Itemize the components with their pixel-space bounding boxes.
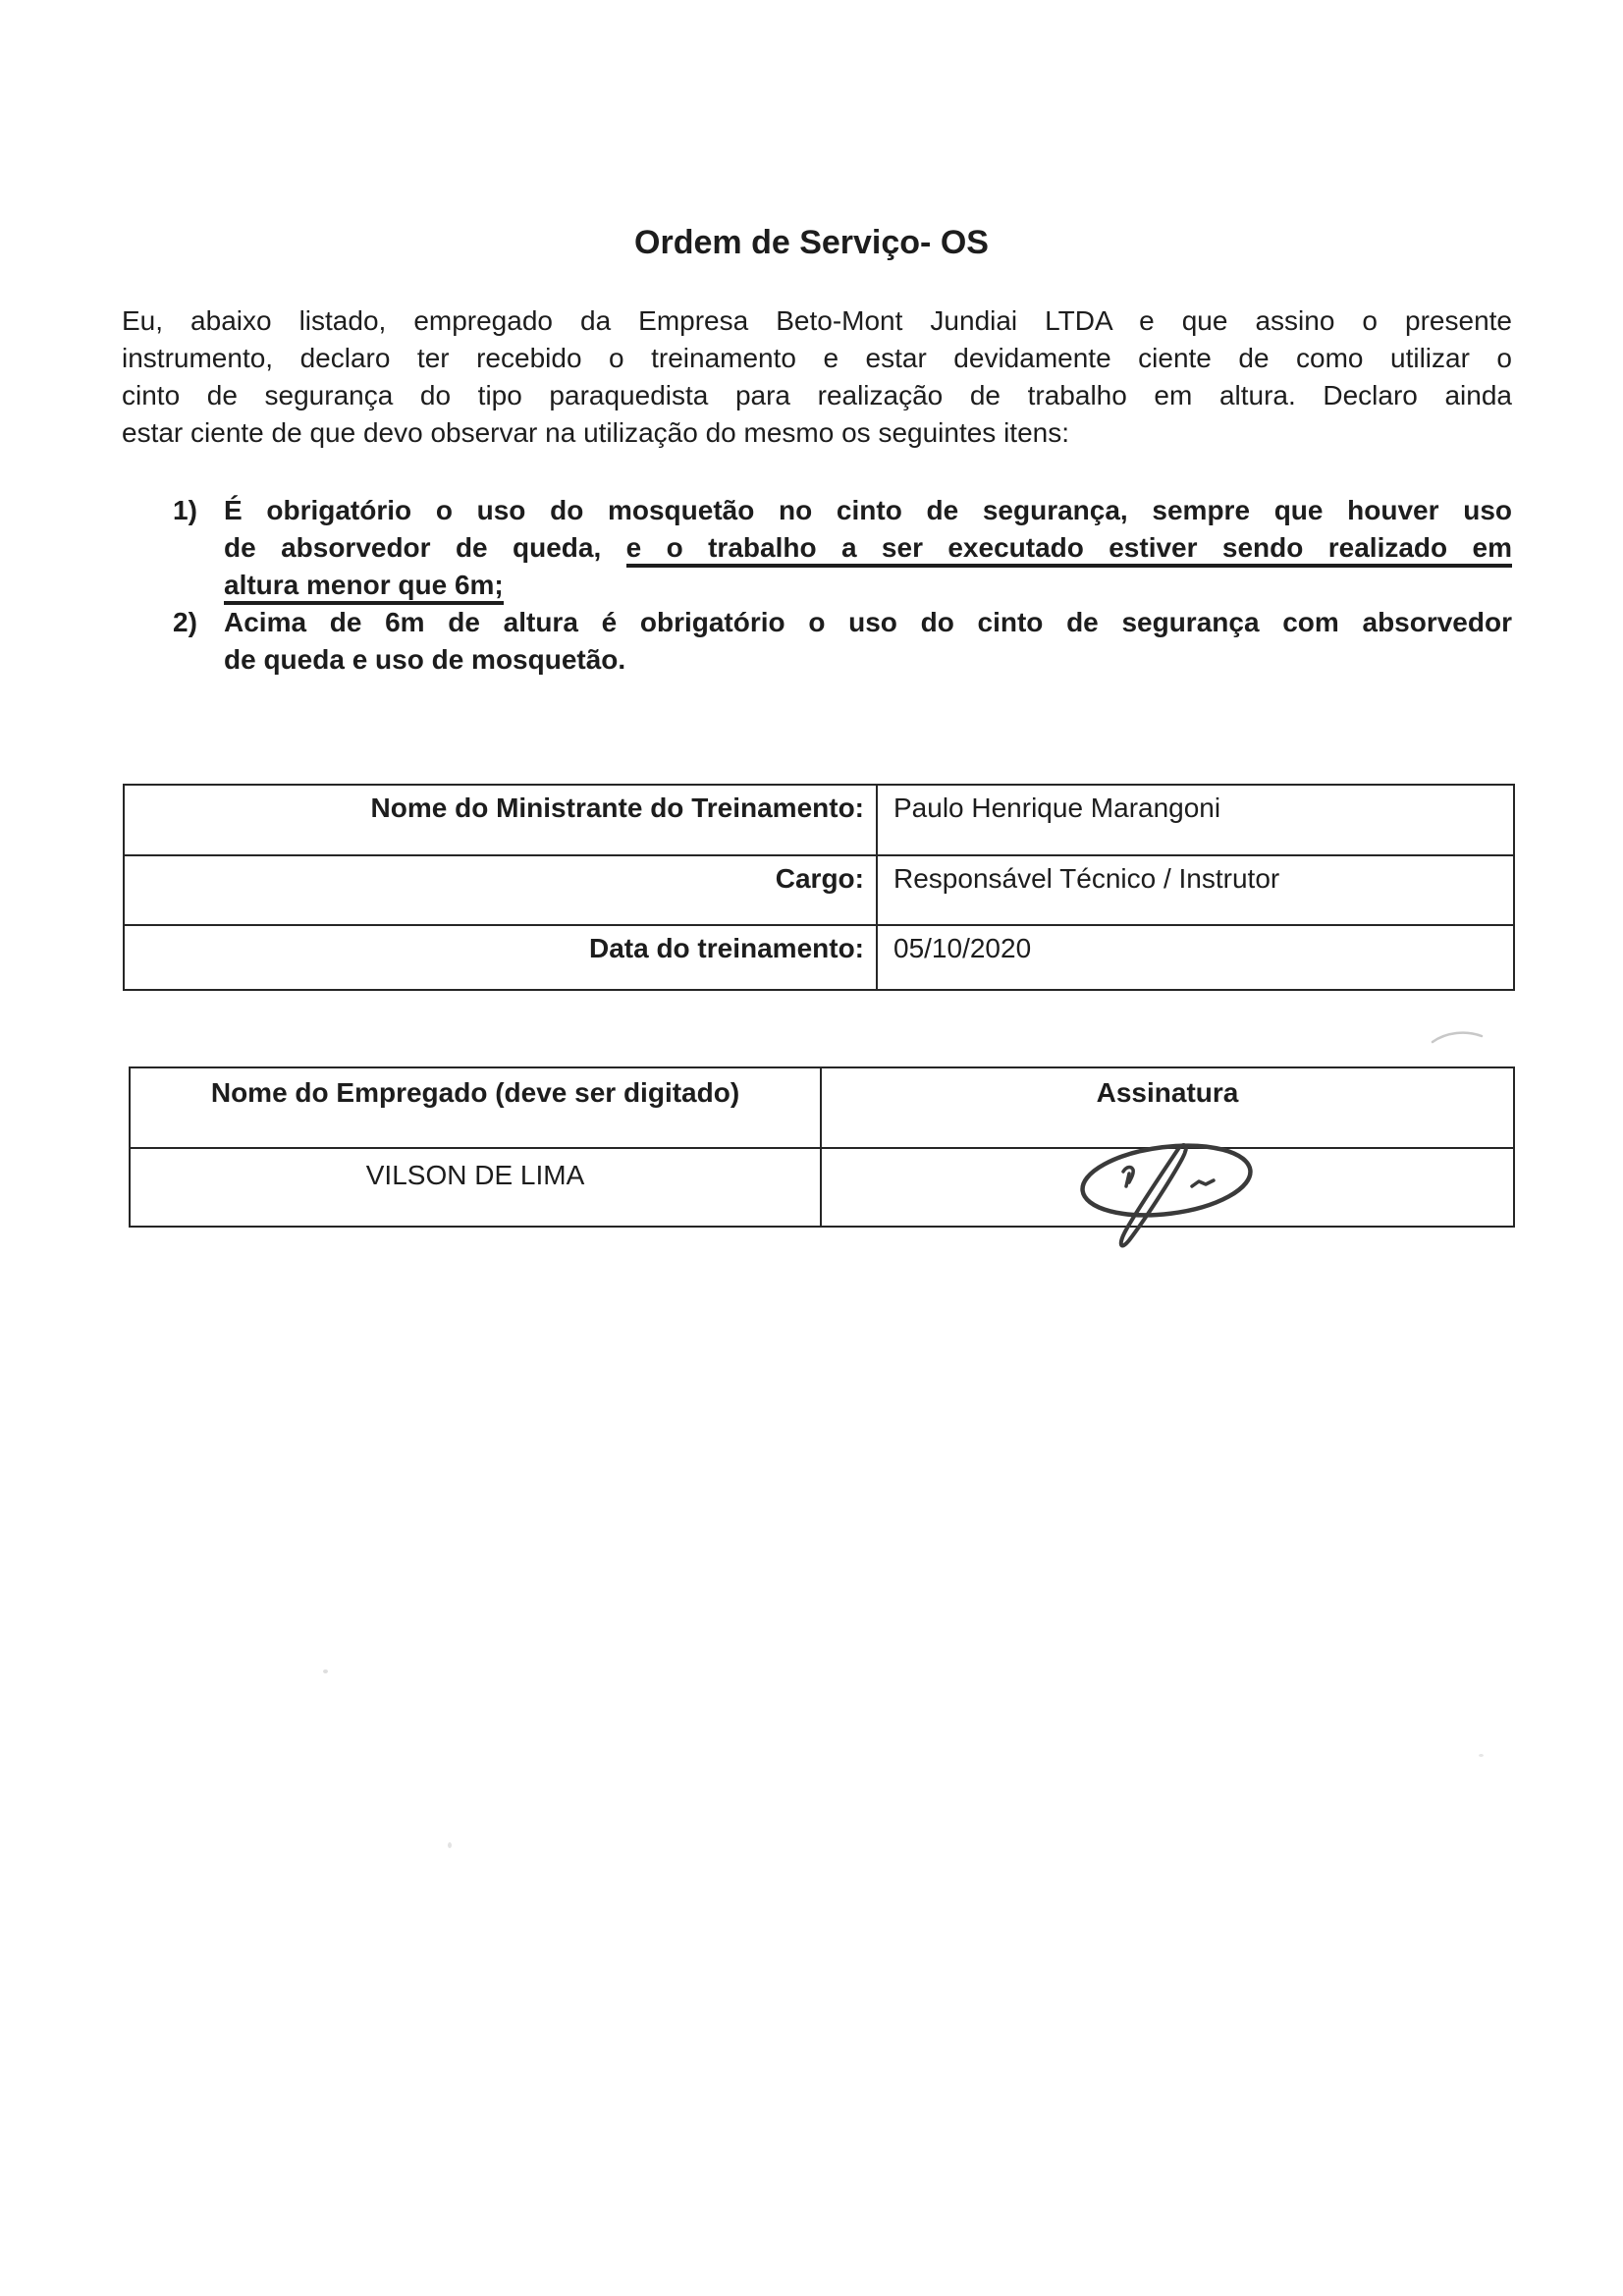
list-item-number: 2) xyxy=(173,607,197,637)
trainer-table xyxy=(123,784,1515,991)
list-item xyxy=(173,604,1512,679)
column-header-name: Nome do Empregado (deve ser digitado) xyxy=(210,1077,740,1108)
scan-artifact-mark xyxy=(1429,1027,1488,1047)
row-value: Responsável Técnico / Instrutor xyxy=(876,854,1513,924)
row-label: Nome do Ministrante do Treinamento: xyxy=(370,793,864,823)
underlined-text: altura menor que 6m; xyxy=(224,570,504,605)
list-item-number: 1) xyxy=(173,495,197,525)
scan-speck xyxy=(1479,1754,1484,1757)
list-item xyxy=(173,492,1512,604)
employee-name-cell: VILSON DE LIMA xyxy=(131,1147,820,1226)
list-line xyxy=(224,567,1512,604)
signature-mark-right xyxy=(1192,1180,1214,1186)
scan-speck xyxy=(448,1842,452,1848)
signature-scribble xyxy=(1021,1110,1316,1316)
row-label: Cargo: xyxy=(125,854,876,924)
intro-paragraph xyxy=(122,302,1512,452)
underlined-text: e o trabalho a ser executado estiver sendo realizado em xyxy=(626,532,1512,568)
row-value: Paulo Henrique Marangoni xyxy=(876,786,1513,854)
row-value: 05/10/2020 xyxy=(876,924,1513,989)
paragraph-line: estar ciente de que devo observar na utilização do mesmo os seguintes itens: xyxy=(122,417,1070,448)
signature-mark-left xyxy=(1123,1168,1133,1186)
paragraph-line: instrumento, declaro ter recebido o treinamento e estar devidamente ciente de como utilizar o xyxy=(122,343,1512,373)
list-line: Acima de 6m de altura é obrigatório o uso do cinto de segurança com absorvedor xyxy=(224,607,1512,637)
paragraph-line: Eu, abaixo listado, empregado da Empresa Beto-Mont Jundiai LTDA e que assino o presente xyxy=(122,305,1512,336)
column-header-signature: Assinatura xyxy=(820,1068,1513,1147)
paragraph-line: cinto de segurança do tipo paraquedista para realização de trabalho em altura. Declaro ainda xyxy=(122,380,1512,410)
document-title: Ordem de Serviço- OS xyxy=(634,224,989,261)
list-line: de absorvedor de queda, e o trabalho a ser executado estiver sendo realizado em xyxy=(224,529,1512,567)
signature-loop xyxy=(1121,1145,1186,1245)
list-line: É obrigatório o uso do mosquetão no cinto de segurança, sempre que houver uso xyxy=(224,495,1512,525)
scan-speck xyxy=(323,1669,328,1673)
row-label: Data do treinamento: xyxy=(125,924,876,989)
signature-oval xyxy=(1078,1137,1254,1224)
ordered-list xyxy=(173,492,1512,679)
list-line: de queda e uso de mosquetão. xyxy=(224,644,626,675)
